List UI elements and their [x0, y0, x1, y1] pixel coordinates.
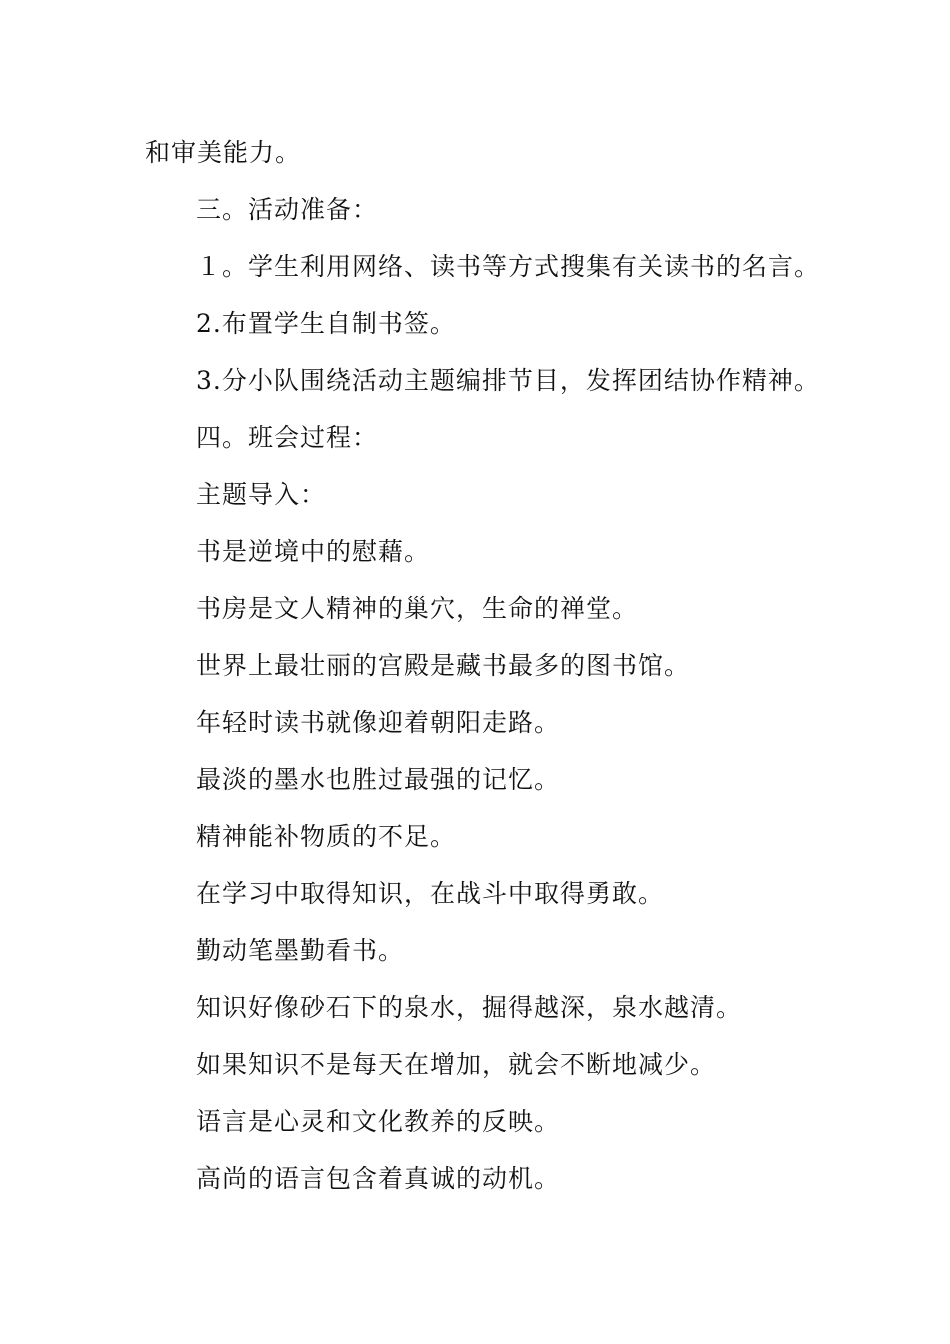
list-item: 3.分小队围绕活动主题编排节目，发挥团结协作精神。: [196, 366, 820, 395]
quote-line: 如果知识不是每天在增加，就会不断地减少。: [196, 1050, 717, 1079]
section-heading: 四。班会过程：: [196, 423, 379, 452]
quote-line: 书是逆境中的慰藉。: [196, 537, 431, 566]
quote-line: 在学习中取得知识，在战斗中取得勇敢。: [196, 879, 665, 908]
quote-line: 精神能补物质的不足。: [196, 822, 457, 851]
quote-line: 年轻时读书就像迎着朝阳走路。: [196, 708, 561, 737]
quote-line: 书房是文人精神的巢穴，生命的禅堂。: [196, 594, 639, 623]
subsection-heading: 主题导入：: [196, 480, 327, 509]
quote-line: 知识好像砂石下的泉水，掘得越深，泉水越清。: [196, 993, 743, 1022]
quote-line: 最淡的墨水也胜过最强的记忆。: [196, 765, 561, 794]
text-line: 和审美能力。: [145, 138, 302, 167]
quote-line: 世界上最壮丽的宫殿是藏书最多的图书馆。: [196, 651, 691, 680]
list-item: １。学生利用网络、读书等方式搜集有关读书的名言。: [196, 252, 821, 281]
list-item: 2.布置学生自制书签。: [196, 309, 456, 338]
quote-line: 语言是心灵和文化教养的反映。: [196, 1107, 561, 1136]
quote-line: 勤动笔墨勤看书。: [196, 936, 405, 965]
section-heading: 三。活动准备：: [196, 195, 379, 224]
quote-line: 高尚的语言包含着真诚的动机。: [196, 1164, 561, 1193]
